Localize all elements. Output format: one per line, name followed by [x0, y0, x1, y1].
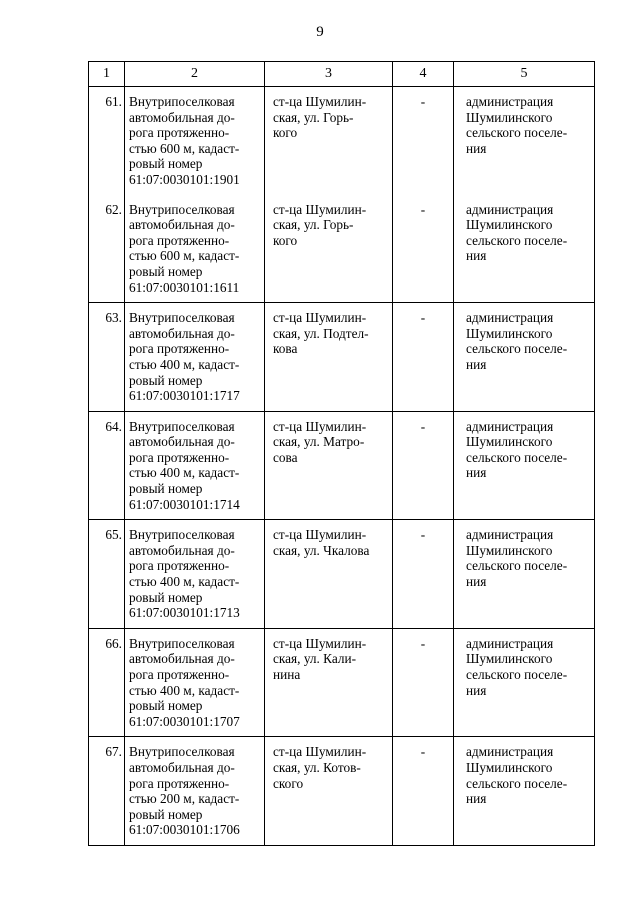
table-row	[89, 411, 595, 520]
object-name: Внутрипоселковая автомобильная до- рога протяженно- стью 600 м, кадаст- ровый номер 61:07:0030101:1901	[125, 87, 265, 195]
row-number: 62.	[89, 195, 125, 303]
column-4-value: -	[393, 520, 454, 629]
table-row	[89, 195, 595, 303]
row-number: 63.	[89, 303, 125, 412]
column-4-value: -	[393, 195, 454, 303]
property-table	[88, 61, 595, 846]
object-name: Внутрипоселковая автомобильная до- рога протяженно- стью 400 м, кадаст- ровый номер 61:07:0030101:1713	[125, 520, 265, 629]
row-number: 61.	[89, 87, 125, 195]
table-row	[89, 303, 595, 412]
column-header: 2	[125, 62, 265, 87]
table-row	[89, 628, 595, 737]
object-owner: администрация Шумилинского сельского поселе- ния	[454, 87, 595, 195]
row-number: 66.	[89, 628, 125, 737]
column-4-value: -	[393, 628, 454, 737]
object-location: ст-ца Шумилин- ская, ул. Горь- кого	[265, 87, 393, 195]
object-owner: администрация Шумилинского сельского поселе- ния	[454, 411, 595, 520]
object-location: ст-ца Шумилин- ская, ул. Горь- кого	[265, 195, 393, 303]
column-4-value: -	[393, 411, 454, 520]
row-number: 65.	[89, 520, 125, 629]
column-4-value: -	[393, 87, 454, 195]
object-location: ст-ца Шумилин- ская, ул. Матро- сова	[265, 411, 393, 520]
object-name: Внутрипоселковая автомобильная до- рога протяженно- стью 600 м, кадаст- ровый номер 61:07:0030101:1611	[125, 195, 265, 303]
column-4-value: -	[393, 737, 454, 846]
column-4-value: -	[393, 303, 454, 412]
object-name: Внутрипоселковая автомобильная до- рога протяженно- стью 200 м, кадаст- ровый номер 61:07:0030101:1706	[125, 737, 265, 846]
object-location: ст-ца Шумилин- ская, ул. Подтел- кова	[265, 303, 393, 412]
table-header-row	[89, 62, 595, 87]
row-number: 67.	[89, 737, 125, 846]
object-name: Внутрипоселковая автомобильная до- рога протяженно- стью 400 м, кадаст- ровый номер 61:07:0030101:1714	[125, 411, 265, 520]
table-row	[89, 87, 595, 195]
column-header: 4	[393, 62, 454, 87]
object-owner: администрация Шумилинского сельского поселе- ния	[454, 303, 595, 412]
column-header: 5	[454, 62, 595, 87]
column-header: 3	[265, 62, 393, 87]
page-number: 9	[316, 24, 324, 40]
object-name: Внутрипоселковая автомобильная до- рога протяженно- стью 400 м, кадаст- ровый номер 61:07:0030101:1717	[125, 303, 265, 412]
table-row	[89, 737, 595, 846]
object-owner: администрация Шумилинского сельского поселе- ния	[454, 737, 595, 846]
object-location: ст-ца Шумилин- ская, ул. Кали- нина	[265, 628, 393, 737]
object-owner: администрация Шумилинского сельского поселе- ния	[454, 195, 595, 303]
object-name: Внутрипоселковая автомобильная до- рога протяженно- стью 400 м, кадаст- ровый номер 61:07:0030101:1707	[125, 628, 265, 737]
object-location: ст-ца Шумилин- ская, ул. Чкалова	[265, 520, 393, 629]
column-header: 1	[89, 62, 125, 87]
object-owner: администрация Шумилинского сельского поселе- ния	[454, 628, 595, 737]
object-location: ст-ца Шумилин- ская, ул. Котов- ского	[265, 737, 393, 846]
table-row	[89, 520, 595, 629]
object-owner: администрация Шумилинского сельского поселе- ния	[454, 520, 595, 629]
row-number: 64.	[89, 411, 125, 520]
